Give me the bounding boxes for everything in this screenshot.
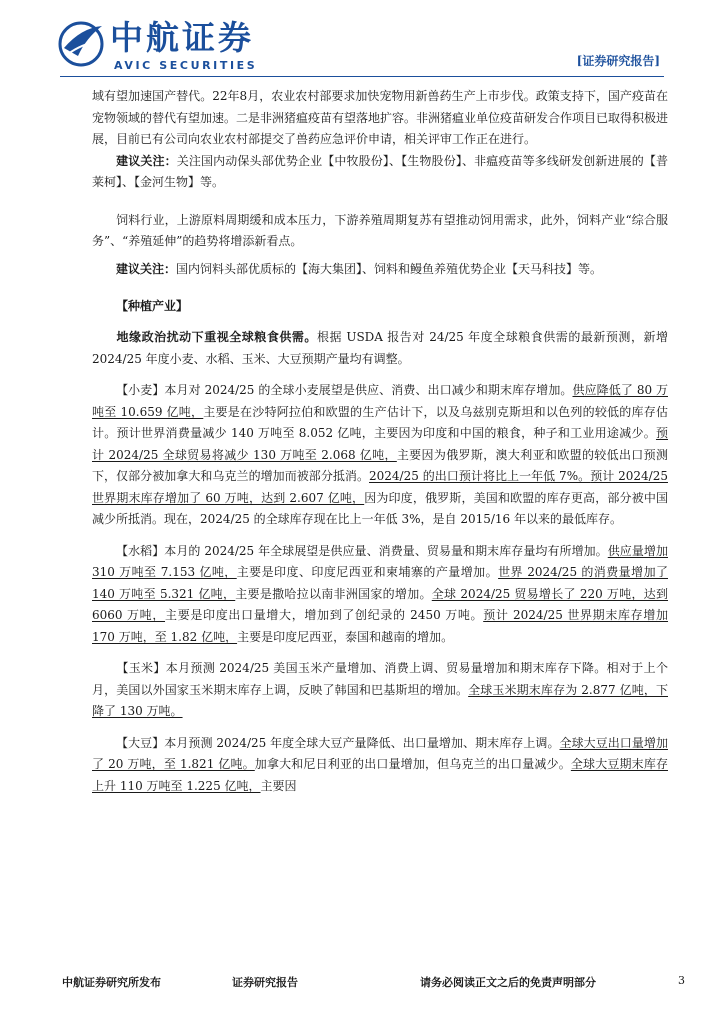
footer-disclaimer: 请务必阅读正文之后的免责声明部分 (420, 976, 596, 989)
page-header (0, 0, 724, 84)
wheat-text: 本月对 2024/25 的全球小麦展望是供应、消费、出口减少和期末库存增加。 (164, 383, 573, 397)
page-number: 3 (678, 974, 685, 987)
report-body (92, 86, 668, 797)
rice-text: 主要是印度出口量增大，增加到了创纪录的 2450 万吨。 (165, 608, 484, 622)
corn-highlight: 全球玉米期末库存为 2.877 亿吨，下降了 130 万吨。 (92, 682, 668, 718)
rice-text: 主要是印度尼西亚，泰国和越南的增加。 (237, 629, 454, 644)
report-type-tag: [证券研究报告] (576, 54, 660, 68)
lead-text: 根据 USDA 报告对 24/25 年度全球粮食供需的最新预测，新增 2024/25 年度小麦、水稻、玉米、大豆预期产量均有调整。 (92, 330, 668, 366)
recommendation-text: 关注国内动保头部优势企业【中牧股份】、【生物股份】、非瘟疫苗等多线研发创新进展的【普莱柯】、【金河生物】等。 (92, 153, 668, 189)
recommendation-label: 建议关注： (116, 153, 177, 168)
soybean-text: 本月预测 2024/25 年度全球大豆产量降低、出口量增加、期末库存上调。 (164, 735, 560, 750)
soybean-text: 主要因 (260, 778, 297, 793)
paragraph-text: 饲料行业，上游原料周期缓和成本压力，下游养殖周期复苏有望推动饲用需求，此外，饲料产业“综合服务”、“养殖延伸”的趋势将增添新看点。 (92, 212, 668, 248)
paragraph-rice (92, 541, 668, 649)
rice-highlight: 预计 2024/25 世界期末库存增加 170 万吨，至 1.82 亿吨， (92, 608, 669, 644)
rice-highlight: 供应量增加 310 万吨至 7.153 亿吨， (92, 543, 668, 579)
wheat-highlight: 预计 2024/25 世界期末库存增加了 60 万吨，达到 2.607 亿吨， (92, 469, 668, 505)
corn-text: 本月预测 2024/25 美国玉米产量增加、消费上调、贸易量增加和期末库存下降。相对于上个月，美国以外国家玉米期末库存上调，反映了韩国和巴基斯坦的增加。 (92, 661, 668, 697)
paragraph-text: 域有望加速国产替代。22年8月，农业农村部要求加快宠物用新兽药生产上市步伐。政策支持下，国产疫苗在宠物领域的替代有望加速。二是非洲猪瘟疫苗有望落地扩容。非洲猪瘟业单位疫苗研发合作项目已取得积极进展，目前已有公司向农业农村部提交了兽药应急评价申请，相关评审工作正在进行。 (92, 89, 669, 146)
rice-text: 主要是印度、印度尼西亚和柬埔寨的产量增加。 (236, 565, 499, 579)
rice-highlight: 全球 2024/25 贸易增长了 220 万吨，达到 6060 万吨， (92, 586, 669, 622)
avic-logo-icon (56, 18, 106, 68)
rice-highlight: 世界 2024/25 的消费量增加了 140 万吨至 5.321 亿吨， (92, 565, 669, 601)
recommendation-text: 国内饲料头部优质标的【海大集团】、饲料和鳗鱼养殖优势企业【天马科技】等。 (176, 261, 603, 276)
wheat-text: 主要是在沙特阿拉伯和欧盟的生产估计下，以及乌兹别克斯坦和以色列的较低的库存估计。预计世界消费量减少 140 万吨至 8.052 亿吨，主要因为印度和中国的粮食，种子和工业用途减少。 (92, 404, 668, 440)
wheat-highlight: 供应降低了 80 万吨至 10.659 亿吨， (92, 383, 668, 419)
page-footer (0, 968, 724, 992)
footer-publisher: 中航证券研究所发布 (62, 976, 161, 989)
paragraph-recommendation-1 (92, 151, 668, 194)
company-logo (56, 18, 276, 74)
header-divider (60, 76, 664, 77)
lead-bold: 地缘政治扰动下重视全球粮食供需。 (116, 330, 317, 344)
wheat-text: 主要因为俄罗斯，澳大利亚和欧盟的较低出口预测下，仅部分被加拿大和乌克兰的增加而被部分抵消。 (92, 447, 668, 483)
wheat-label: 【小麦】 (116, 383, 165, 397)
rice-label: 【水稻】 (116, 543, 165, 558)
soybean-text: 加拿大和尼日利亚的出口量增加，但乌克兰的出口量减少。 (254, 757, 571, 771)
section-heading: 【种植产业】 (116, 299, 189, 313)
logo-chinese-name: 中航证券 (110, 18, 254, 57)
wheat-highlight: 2024/25 的出口预计将比上一年低 7%。 (369, 469, 591, 483)
rice-text: 主要是撒哈拉以南非洲国家的增加。 (235, 586, 432, 601)
paragraph-corn (92, 658, 668, 723)
paragraph-feed (92, 210, 668, 253)
recommendation-label: 建议关注： (116, 261, 177, 276)
corn-label: 【玉米】 (116, 661, 166, 675)
footer-report-type: 证券研究报告 (232, 976, 298, 989)
soybean-highlight: 全球大豆出口量增加了 20 万吨，至 1.821 亿吨。 (92, 735, 668, 771)
wheat-text: 因为印度，俄罗斯，美国和欧盟的库存更高，部分被中国减少所抵消。现在，2024/25 的全球库存现在比上一年低 3%，是自 2015/16 年以来的最低库存。 (92, 490, 668, 526)
paragraph-soybean (92, 733, 668, 798)
paragraph-recommendation-2 (92, 259, 668, 281)
paragraph-vaccine (92, 86, 668, 151)
rice-text: 本月的 2024/25 年全球展望是供应量、消费量、贸易量和期末库存量均有所增加。 (164, 543, 608, 558)
logo-english-name: AVIC SECURITIES (114, 59, 258, 72)
soybean-label: 【大豆】 (116, 735, 165, 750)
paragraph-lead (92, 327, 668, 370)
soybean-highlight: 全球大豆期末库存上升 110 万吨至 1.225 亿吨， (92, 757, 668, 793)
paragraph-wheat (92, 380, 668, 531)
wheat-highlight: 预计 2024/25 全球贸易将减少 130 万吨至 2.068 亿吨， (92, 426, 668, 462)
